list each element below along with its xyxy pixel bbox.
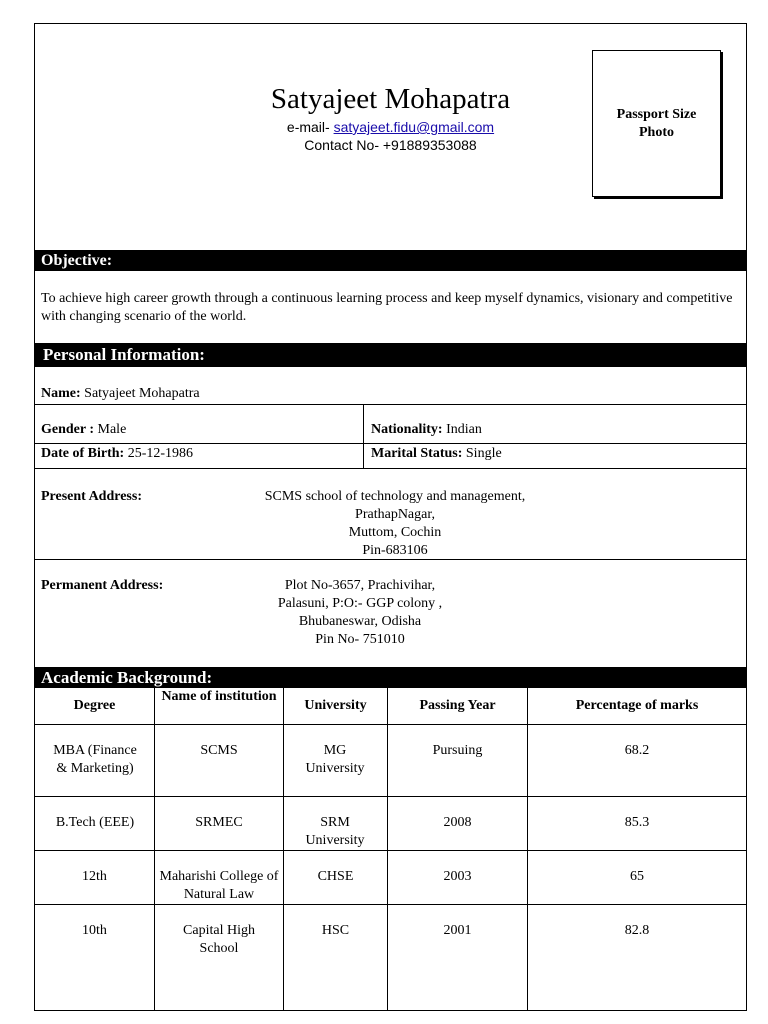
column-header-university: University <box>304 698 367 713</box>
marital-value: Single <box>465 446 502 461</box>
divider <box>35 559 746 560</box>
table-cell-degree: B.Tech (EEE) <box>55 815 135 830</box>
table-cell-degree: MBA (Finance & Marketing) <box>53 743 137 776</box>
table-column-divider <box>387 688 388 1011</box>
present-address-line: Muttom, Cochin <box>348 525 442 540</box>
column-header-percentage: Percentage of marks <box>575 698 699 713</box>
divider <box>35 443 746 444</box>
table-cell-percentage: 82.8 <box>624 923 650 938</box>
table-cell-year: Pursuing <box>432 743 483 758</box>
table-cell-percentage: 85.3 <box>624 815 650 830</box>
present-address-label: Present Address: <box>41 489 142 504</box>
table-cell-university: MG University <box>305 743 365 776</box>
table-divider <box>35 904 746 905</box>
email-prefix: e-mail- <box>286 119 334 135</box>
permanent-address-line: Pin No- 751010 <box>315 632 405 647</box>
dob-field <box>41 445 193 463</box>
candidate-name: Satyajeet Mohapatra <box>270 83 511 115</box>
table-cell-institution: Capital High School <box>183 923 255 956</box>
permanent-address-label: Permanent Address: <box>41 578 164 593</box>
table-cell-year: 2008 <box>443 815 472 830</box>
divider <box>35 468 746 469</box>
personal-info-heading: Personal Information: <box>35 343 746 367</box>
table-cell-institution: SRMEC <box>195 815 243 830</box>
present-address-line: Pin-683106 <box>362 543 428 558</box>
permanent-address-line: Palasuni, P:O:- GGP colony , <box>277 596 443 611</box>
marital-status-field <box>371 445 502 463</box>
table-cell-year: 2003 <box>443 869 472 884</box>
table-divider <box>35 724 746 725</box>
objective-heading: Objective: <box>35 250 746 271</box>
present-address <box>195 488 595 560</box>
column-header-institution: Name of institution <box>161 689 277 704</box>
marital-label: Marital Status: <box>371 446 463 461</box>
table-column-divider <box>283 688 284 1011</box>
name-label: Name: <box>41 386 81 401</box>
table-column-divider <box>527 688 528 1011</box>
dob-label: Date of Birth: <box>41 446 125 461</box>
present-address-line: PrathapNagar, <box>355 507 435 522</box>
nationality-label: Nationality: <box>371 422 443 437</box>
dob-value: 25-12-1986 <box>127 446 194 461</box>
table-cell-university: CHSE <box>317 869 354 884</box>
table-cell-institution: SCMS <box>200 743 238 758</box>
table-cell-university: HSC <box>321 923 350 938</box>
gender-value: Male <box>97 422 127 437</box>
present-address-line: SCMS school of technology and management, <box>264 489 526 504</box>
name-field <box>41 385 200 403</box>
academic-heading: Academic Background: <box>35 667 746 688</box>
table-divider <box>35 796 746 797</box>
passport-photo-placeholder <box>592 50 721 197</box>
permanent-address-line: Bhubaneswar, Odisha <box>298 614 422 629</box>
contact-number: Contact No- +91889353088 <box>304 137 477 153</box>
gender-field <box>41 421 126 439</box>
table-cell-percentage: 68.2 <box>624 743 650 758</box>
nationality-field <box>371 421 482 439</box>
table-cell-degree: 10th <box>82 923 107 938</box>
table-column-divider <box>154 688 155 1011</box>
objective-text: To achieve high career growth through a continuous learning process and keep myself dynamics, visionary and competitive with changing scenario of the world. <box>41 291 733 324</box>
divider <box>35 404 746 405</box>
email-link[interactable]: satyajeet.fidu@gmail.com <box>333 119 495 135</box>
column-header-passing-year: Passing Year <box>419 698 496 713</box>
table-divider <box>35 850 746 851</box>
column-divider <box>363 404 364 468</box>
permanent-address <box>235 577 485 649</box>
gender-label: Gender : <box>41 422 95 437</box>
name-value: Satyajeet Mohapatra <box>84 386 200 401</box>
table-cell-year: 2001 <box>443 923 472 938</box>
nationality-value: Indian <box>446 422 482 437</box>
table-cell-university: SRM University <box>305 815 365 848</box>
resume-page <box>34 23 747 1011</box>
column-header-degree: Degree <box>73 698 116 713</box>
table-cell-percentage: 65 <box>630 869 644 884</box>
photo-placeholder-label: Passport Size Photo <box>616 106 697 140</box>
table-cell-institution: Maharishi College of Natural Law <box>159 869 279 902</box>
table-cell-degree: 12th <box>82 869 107 884</box>
permanent-address-line: Plot No-3657, Prachivihar, <box>284 578 436 593</box>
